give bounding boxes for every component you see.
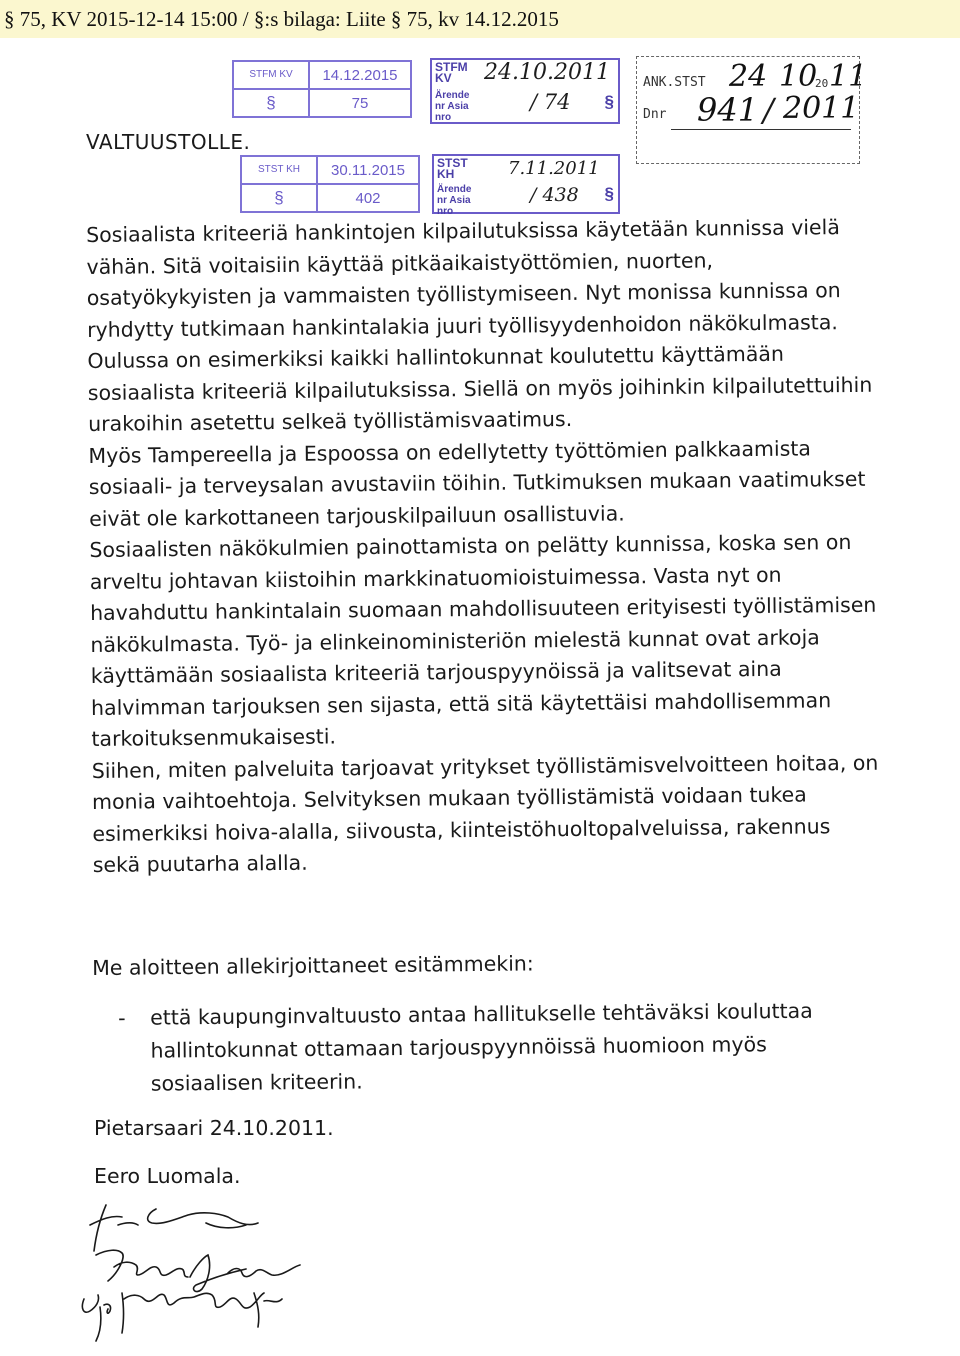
stamp-kh xyxy=(240,155,420,213)
ank-stamp-year: 11 xyxy=(829,59,868,94)
place-date: Pietarsaari 24.10.2011. xyxy=(94,1116,334,1140)
document-header: § 75, KV 2015-12-14 15:00 / §:s bilaga: Liite § 75, kv 14.12.2015 xyxy=(0,0,960,38)
ank-stamp xyxy=(636,56,868,164)
ank-stamp-underline xyxy=(671,129,851,130)
stamp-kv xyxy=(232,60,412,118)
stamp-hand-kh-number: / 438 xyxy=(530,184,579,206)
stamp-hand-kv-number: / 74 xyxy=(530,90,571,114)
stamp-kv-section: § xyxy=(233,89,309,117)
stamp-hand-kh-section: § xyxy=(604,184,614,203)
ank-stamp-label: ANK.STST xyxy=(643,75,706,90)
ank-stamp-slash: / xyxy=(763,91,774,129)
proposal-text: että kaupunginvaltuusto antaa hallitukselle tehtäväksi kouluttaa hallintokunnat ottamaan tarjouspyynnöissä huomioon myös sosiaalisen kriteerin. xyxy=(150,998,813,1096)
paragraph: Sosiaalista kriteeriä hankintojen kilpailutuksissa käytetään kunnissa vielä vähän. Sitä voitaisiin käyttää pitkäaikaistyöttömien, nuorten, osatyökykyisten ja vammaisten työllistymiseen. Nyt monissa kunnissa on ryhdytty tutkimaan hankintalakia juuri työllisyydenhoidon näkökulmasta. Oulussa on esimerkiksi kaikki hallintokunnat koulutettu käyttämään sosiaalista kriteeriä kilpailutuksissa. Siellä on myös joihinkin kilpailutettuihin urakoihin asetettu selkeä työllistämisvaatimus. xyxy=(86,215,873,436)
addressee: VALTUUSTOLLE. xyxy=(86,130,251,154)
stamp-kv-label: STFM KV xyxy=(233,61,309,89)
ank-stamp-year-prefix: 20 xyxy=(815,77,829,90)
stamp-hand-kv xyxy=(430,58,620,124)
stamp-kh-section: § xyxy=(241,184,317,212)
stamp-hand-kh-date: 7.11.2011 xyxy=(508,158,600,179)
stamp-kv-number: 75 xyxy=(309,89,411,117)
stamp-hand-kh-sublabel: Ärende nr Asia nro xyxy=(437,184,472,217)
ank-stamp-dnr-number: 941 xyxy=(697,91,759,129)
letter-body xyxy=(86,212,883,882)
stamp-hand-kv-section: § xyxy=(604,92,614,111)
stamp-kh-number: 402 xyxy=(317,184,419,212)
paragraph: Siihen, miten palveluita tarjoavat yritykset työllistämisvelvoitteen hoitaa, on monia vaihtoehtoja. Selvityksen mukaan työllistämistä voidaan tukea esimerkiksi hoiva-alalla, siivousta, kiinteistöhuoltopalveluissa, rakennus sekä puutarha alalla. xyxy=(91,750,879,877)
stamp-hand-kv-label: STFM KV xyxy=(435,60,468,85)
ank-stamp-dnr-label: Dnr xyxy=(643,107,667,122)
stamp-kh-label: STST KH xyxy=(241,156,317,184)
signer-name: Eero Luomala. xyxy=(94,1164,241,1188)
stamp-hand-kv-sublabel: Ärende nr Asia nro xyxy=(435,90,470,123)
stamp-hand-kh xyxy=(432,154,620,217)
ank-stamp-dnr-year: 2011 xyxy=(783,91,860,126)
stamp-kh-date: 30.11.2015 xyxy=(317,156,419,184)
stamp-kv-date: 14.12.2015 xyxy=(309,61,411,89)
ank-stamp-day: 24 xyxy=(729,59,768,94)
proposal xyxy=(118,994,859,1101)
handwritten-signatures xyxy=(78,1195,338,1345)
stamp-hand-kh-label: STST KH xyxy=(437,156,468,181)
proposal-dash: - xyxy=(118,1005,126,1030)
paragraph: Sosiaalisten näkökulmien painottamista on pelätty kunnissa, koska sen on arveltu johtavan kiistoihin markkinatuomioistuimessa. Vasta nyt on havahduttu hankintalain suomaan mahdollisuuteen erityisesti työllistämisen näkökulmasta. Työ- ja elinkeinoministeriön mielestä kunnat ovat arkoja käyttämään sosiaalista kriteeriä tarjouspyynöissä ja valitsevat aina halvimman tarjouksen sen sijasta, että sitä käytettäisi mahdollisemman tarkoituksenmukaisesti. xyxy=(89,530,877,751)
stamp-hand-kv-date: 24.10.2011 xyxy=(484,60,610,85)
ank-stamp-month: 10 xyxy=(779,59,818,94)
proposal-intro: Me aloitteen allekirjoittaneet esitämmekin: xyxy=(92,951,534,980)
paragraph: Myös Tampereella ja Espoossa on edellytetty työttömien palkkaamista sosiaali- ja terveysalan avustaviin töihin. Tutkimuksen mukaan vaatimukset eivät ole karkottaneen tarjouskilpailuun osallistuvia. xyxy=(88,435,866,531)
